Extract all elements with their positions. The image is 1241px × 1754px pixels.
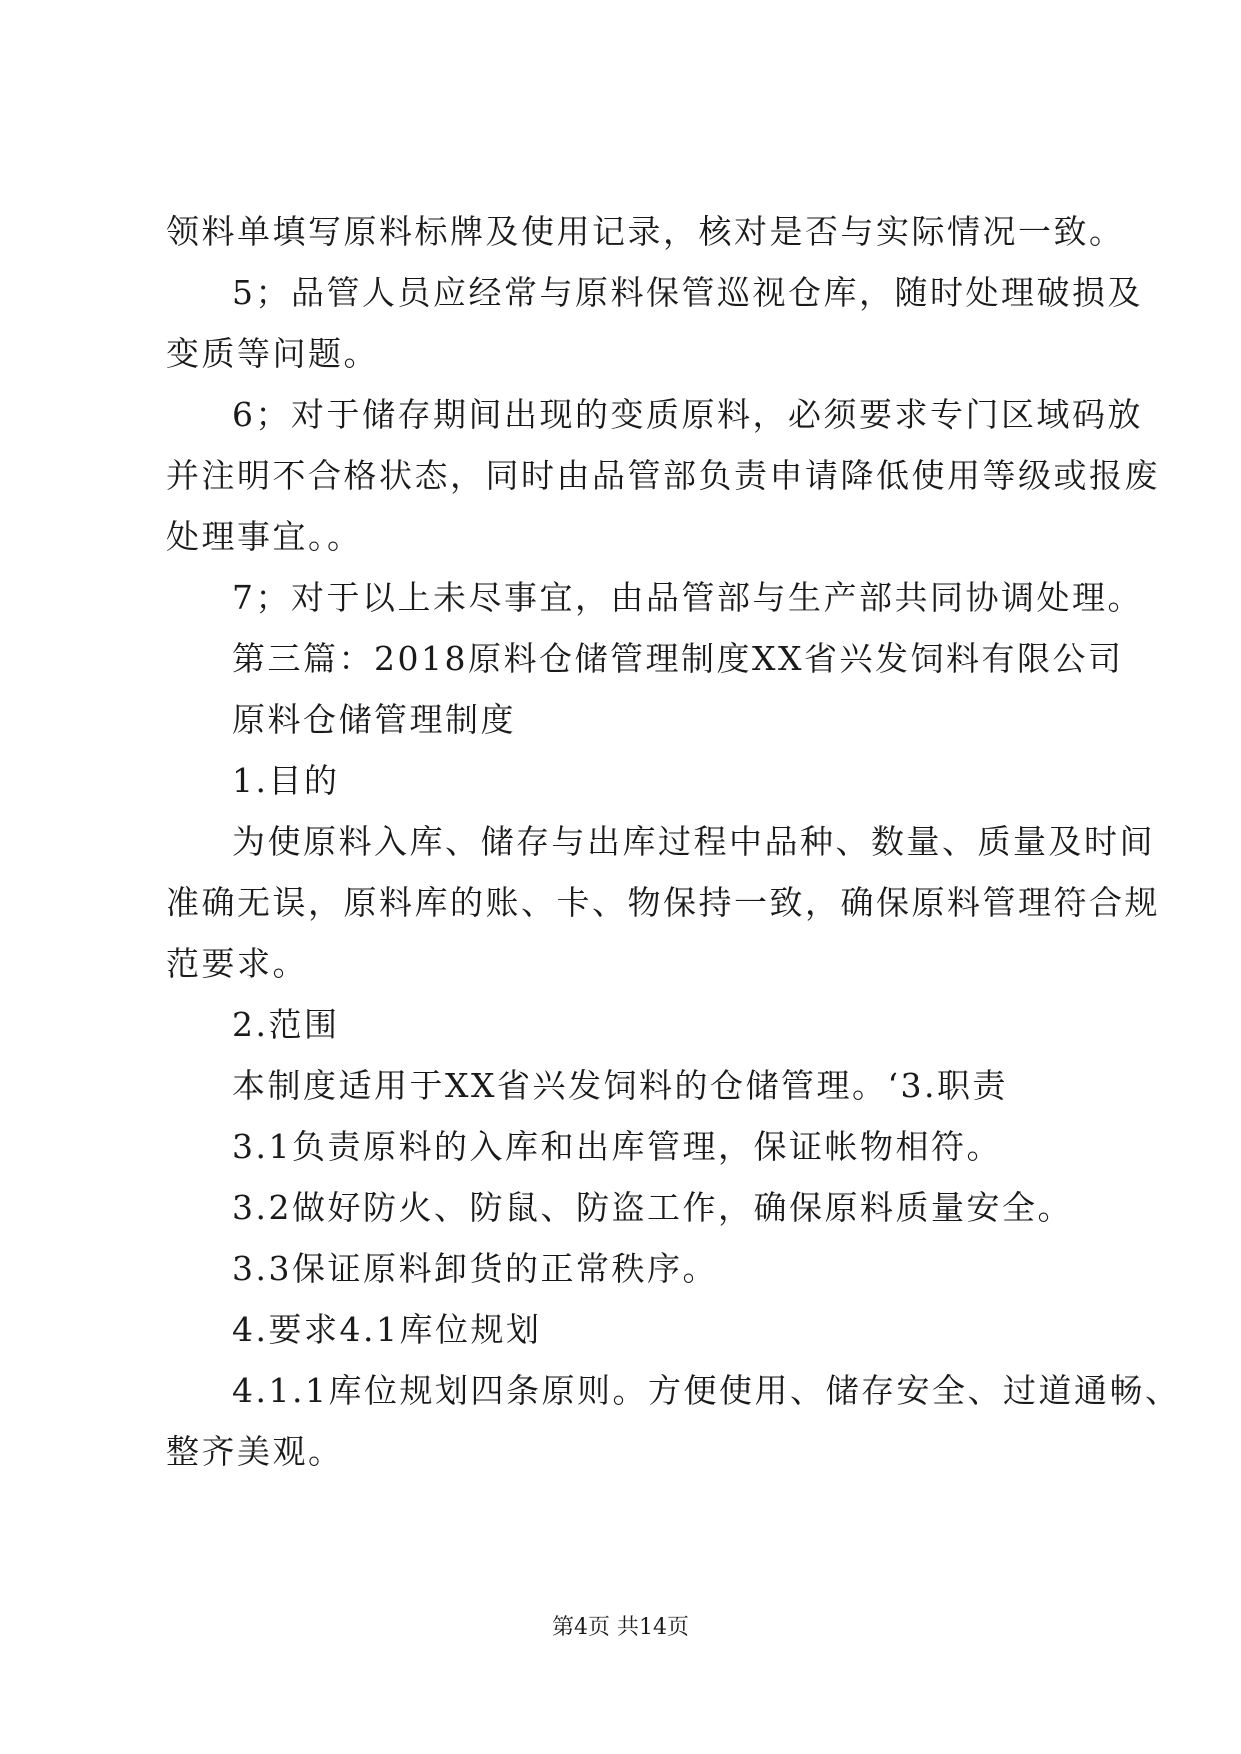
section-heading: 2.范围	[232, 1005, 340, 1044]
paragraph-line: 4.1.1库位规划四条原则。方便使用、储存安全、过道通畅、	[232, 1371, 1181, 1410]
paragraph-line: 3.2做好防火、防鼠、防盗工作，确保原料质量安全。	[232, 1188, 1073, 1227]
paragraph-line: 整齐美观。	[166, 1432, 344, 1471]
paragraph-line: 领料单填写原料标牌及使用记录，核对是否与实际情况一致。	[166, 212, 1125, 251]
paragraph-line: 为使原料入库、储存与出库过程中品种、数量、质量及时间	[232, 822, 1155, 861]
paragraph-line: 本制度适用于XX省兴发饲料的仓储管理。‘3.职责	[232, 1066, 1008, 1105]
document-title: 原料仓储管理制度	[232, 700, 516, 739]
paragraph-line: 7；对于以上未尽事宜，由品管部与生产部共同协调处理。	[232, 578, 1143, 617]
paragraph-line: 3.1负责原料的入库和出库管理，保证帐物相符。	[232, 1127, 1002, 1166]
page-number-footer: 第4页 共14页	[552, 1615, 689, 1640]
paragraph-line: 处理事宜。。	[166, 517, 363, 556]
section-heading: 1.目的	[232, 761, 340, 800]
section-heading: 4.要求4.1库位规划	[232, 1310, 542, 1349]
paragraph-line: 5；品管人员应经常与原料保管巡视仓库，随时处理破损及	[232, 273, 1143, 312]
paragraph-line: 3.3保证原料卸货的正常秩序。	[232, 1249, 718, 1288]
document-body	[166, 201, 1181, 1482]
paragraph-line: 变质等问题。	[166, 334, 379, 373]
paragraph-line: 6；对于储存期间出现的变质原料，必须要求专门区域码放	[232, 395, 1143, 434]
section-heading: 第三篇：2018原料仓储管理制度XX省兴发饲料有限公司	[232, 639, 1124, 678]
paragraph-line: 准确无误，原料库的账、卡、物保持一致，确保原料管理符合规	[166, 883, 1160, 922]
paragraph-line: 范要求。	[166, 944, 308, 983]
paragraph-line: 并注明不合格状态，同时由品管部负责申请降低使用等级或报废	[166, 456, 1160, 495]
